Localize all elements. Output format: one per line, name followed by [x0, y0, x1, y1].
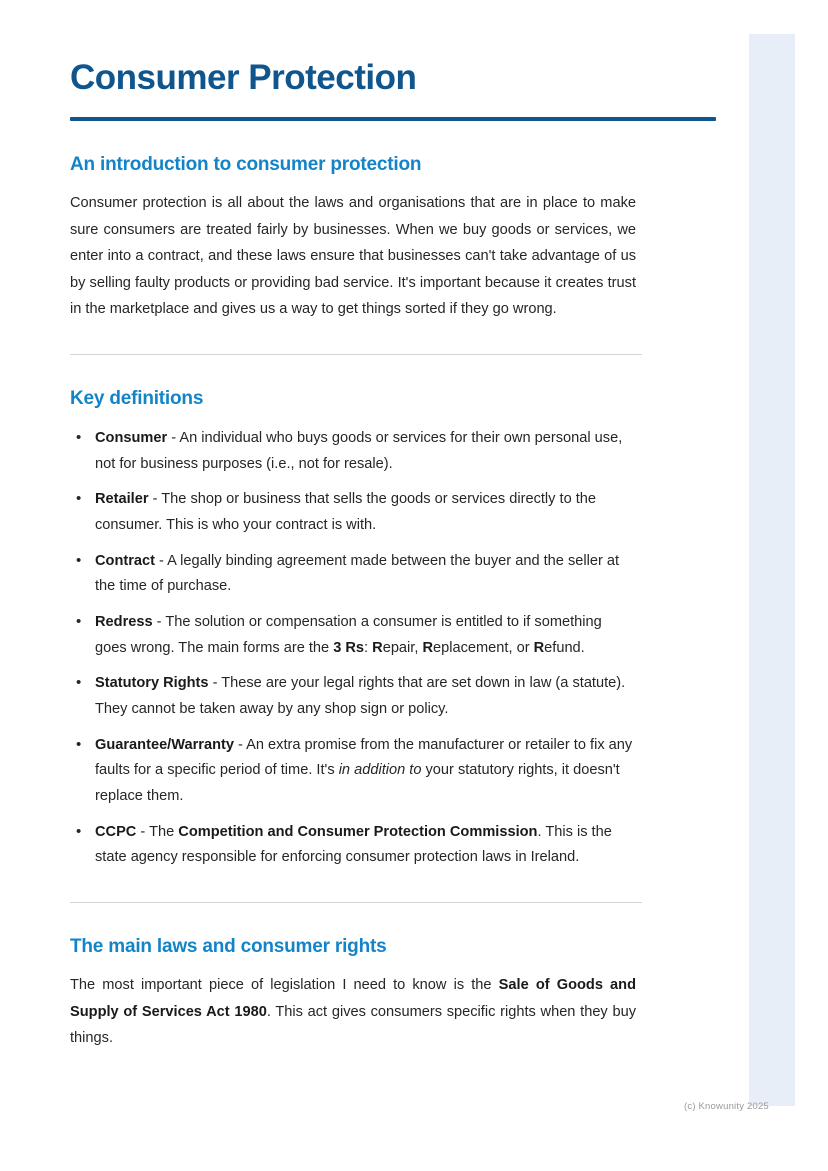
definition-text: - The solution or compensation a consumer is entitled to if something goes wrong. The main forms are the 3 Rs: Repair, Replacement, or Refund. — [95, 614, 602, 656]
intro-paragraph: Consumer protection is all about the laws and organisations that are in place to make sure consumers are treated fairly by businesses. When we buy goods or services, we enter into a contract, and these laws ensure that businesses can't take advantage of us by selling faulty products or providing bad service. It's important because it creates trust in the marketplace and gives us a way to get things sorted if they go wrong. — [70, 195, 636, 318]
main-laws-paragraph: The most important piece of legislation I need to know is the Sale of Goods and Supply of Services Act 1980. This act gives consumers specific rights when they buy things. — [70, 977, 637, 1047]
list-item — [70, 733, 636, 810]
definition-text: - The Competition and Consumer Protection Commission. This is the state agency responsible for enforcing consumer protection laws in Ireland. — [95, 823, 612, 866]
definition-term: Redress — [95, 614, 153, 631]
definition-text: - The shop or business that sells the goods or services directly to the consumer. This is who your contract is with. — [95, 491, 597, 533]
scrollbar[interactable] — [749, 34, 795, 1106]
title-divider — [70, 117, 716, 121]
definition-text: - An individual who buys goods or services for their own personal use, not for business purposes (i.e., not for resale). — [95, 429, 623, 472]
definition-term: CCPC — [95, 823, 137, 840]
definition-text: - An extra promise from the manufacturer or retailer to fix any faults for a specific period of time. It's in addition to your statutory rights, it doesn't replace them. — [95, 736, 633, 805]
list-item — [70, 671, 636, 722]
list-item — [70, 549, 636, 600]
section-heading-intro: An introduction to consumer protection — [70, 154, 422, 176]
list-item — [70, 610, 636, 661]
definition-term: Retailer — [95, 491, 149, 508]
list-item — [70, 426, 636, 477]
key-definitions-list — [70, 426, 636, 871]
definition-term: Guarantee/Warranty — [95, 736, 234, 753]
list-item — [70, 487, 636, 538]
section-heading-key-definitions: Key definitions — [70, 387, 204, 409]
copyright-footer: (c) Knowunity 2025 — [684, 1101, 769, 1112]
section-heading-main-laws: The main laws and consumer rights — [70, 936, 387, 958]
section-divider-2 — [70, 902, 642, 903]
list-item — [70, 820, 636, 871]
definition-text: - These are your legal rights that are set down in law (a statute). They cannot be taken away by any shop sign or policy. — [95, 675, 626, 718]
definition-term: Consumer — [95, 429, 168, 446]
definition-text: - A legally binding agreement made between the buyer and the seller at the time of purchase. — [95, 552, 620, 595]
section-divider-1 — [70, 354, 642, 355]
page-title: Consumer Protection — [70, 58, 417, 97]
definition-term: Statutory Rights — [95, 675, 209, 692]
document-content — [70, 58, 636, 1052]
definition-term: Contract — [95, 552, 155, 569]
